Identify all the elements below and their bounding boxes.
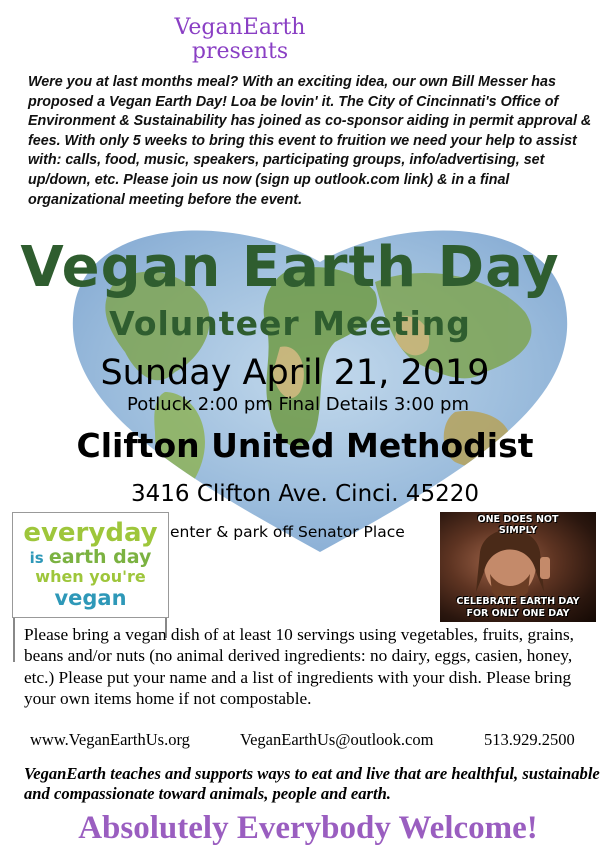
meme-bottom-line-2: FOR ONLY ONE DAY <box>466 608 570 619</box>
meme-top-text <box>440 514 596 536</box>
event-title: Vegan Earth Day <box>20 235 560 300</box>
intro-paragraph: Were you at last months meal? With an exciting idea, our own Bill Messer has proposed a Vegan Earth Day! Loa be lovin' it. The City of Cincinnati's Office of Environment & Sustainability has joined as co-sponsor aiding in permit approval & fees. With only 5 weeks to bring this event to fruition we need your help to assist with: calls, food, music, speakers, participating groups, info/advertising, set up/down, etc. Please join us now (sign up outlook.com link) & in a final organizational meeting before the event. <box>28 74 592 208</box>
event-venue: Clifton United Methodist <box>76 426 534 465</box>
meme-top-line-1: ONE DOES NOT <box>477 514 559 525</box>
presents-text: presents <box>191 39 289 64</box>
org-name: VeganEarth <box>174 15 306 40</box>
website-link[interactable]: www.VeganEarthUs.org <box>30 730 190 749</box>
event-times: Potluck 2:00 pm Final Details 3:00 pm <box>127 394 469 415</box>
meme-bottom-text <box>440 596 596 620</box>
event-address: 3416 Clifton Ave. Cinci. 45220 <box>131 481 479 507</box>
sign-line-3: when you're <box>35 567 146 586</box>
meme-top-line-2: SIMPLY <box>498 525 538 536</box>
sign-line-2a: is <box>29 549 49 567</box>
mission-statement: VeganEarth teaches and supports ways to eat and live that are healthful, sustainable and compassionate toward animals, people and earth. <box>24 764 600 803</box>
parking-note: enter & park off Senator Place <box>170 523 405 541</box>
dish-instructions: Please bring a vegan dish of at least 10 servings using vegetables, fruits, grains, beans and/or nuts (no animal derived ingredients: no dairy, eggs, casien, honey, etc.) Please put your name and a list of ingredients with your dish. Please bring your own items home if not compostable. <box>24 625 574 708</box>
sign-line-2 <box>13 546 168 569</box>
sign-line-2b: earth day <box>48 546 152 568</box>
welcome-banner: Absolutely Everybody Welcome! <box>78 810 538 846</box>
email-link[interactable]: VeganEarthUs@outlook.com <box>240 730 434 749</box>
phone-number: 513.929.2500 <box>484 730 575 749</box>
event-date: Sunday April 21, 2019 <box>100 353 490 393</box>
meme-bottom-line-1: CELEBRATE EARTH DAY <box>456 596 580 607</box>
event-subtitle: Volunteer Meeting <box>109 304 471 343</box>
everyday-earth-day-sign <box>12 512 169 618</box>
presenter-heading <box>140 16 340 64</box>
sign-line-1: everyday <box>23 518 158 548</box>
sign-post <box>13 618 15 662</box>
sign-line-4: vegan <box>54 586 127 610</box>
one-does-not-simply-meme <box>440 512 596 622</box>
